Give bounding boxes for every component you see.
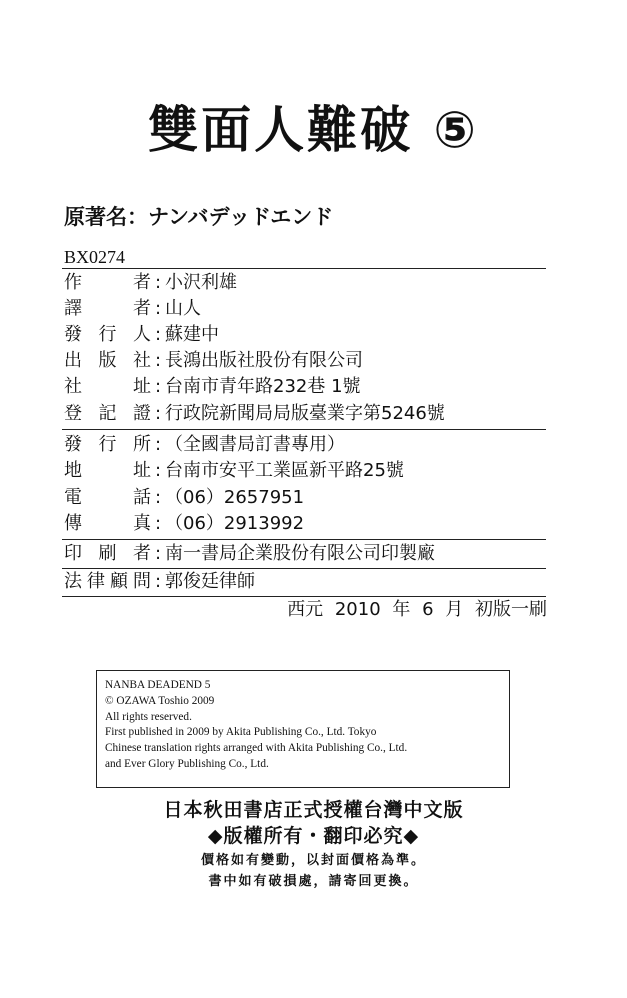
- colon: :: [154, 571, 162, 592]
- copyright-box: [96, 670, 510, 788]
- copyright-line: All rights reserved.: [105, 710, 192, 723]
- credit-row-publisher-person: [64, 322, 219, 348]
- credit-label: 譯者: [64, 298, 151, 319]
- credit-value: 山人: [165, 298, 201, 319]
- credit-label: 地址: [64, 460, 151, 481]
- rights-reserved: ◆版權所有・翻印必究◆: [207, 825, 420, 847]
- credit-row-publisher: [64, 348, 363, 374]
- credit-label: 電話: [64, 487, 151, 508]
- credit-label: 印刷者: [64, 543, 151, 564]
- credit-label: 發行所: [64, 434, 151, 455]
- colon: :: [154, 543, 162, 564]
- credit-row-author: [64, 270, 237, 296]
- colon: :: [154, 298, 162, 319]
- price-note: 價格如有變動，以封面價格為準。: [200, 853, 426, 868]
- colon: :: [154, 324, 162, 345]
- colon: :: [154, 350, 162, 371]
- credit-value: 小沢利雄: [165, 272, 237, 293]
- book-code: BX0274: [64, 247, 126, 267]
- credit-value: （全國書局訂書專用）: [165, 434, 345, 455]
- credit-label: 傳真: [64, 513, 151, 534]
- credit-value: （06）2913992: [165, 513, 305, 534]
- credit-row-printer: [64, 541, 435, 567]
- credit-value: 台南市安平工業區新平路25號: [165, 460, 404, 481]
- credit-value: （06）2657951: [165, 487, 305, 508]
- credit-value: 蘇建中: [165, 324, 219, 345]
- authorization-notice: 日本秋田書店正式授權台灣中文版: [163, 799, 464, 821]
- credit-label: 社址: [64, 376, 151, 397]
- colon: :: [154, 460, 162, 481]
- copyright-line: Chinese translation rights arranged with Akita Publishing Co., Ltd.: [105, 742, 408, 755]
- copyright-line: First published in 2009 by Akita Publishing Co., Ltd. Tokyo: [105, 726, 377, 739]
- credit-label: 登記證: [64, 403, 151, 424]
- colon: :: [154, 272, 162, 293]
- credit-row-address: [64, 374, 361, 400]
- colon: :: [154, 403, 162, 424]
- colon: :: [154, 513, 162, 534]
- credit-row-registration: [64, 401, 445, 427]
- damage-note: 書中如有破損處，請寄回更換。: [208, 874, 419, 889]
- credit-row-fax: [64, 511, 304, 537]
- book-title: 雙面人難破 ⑤: [148, 101, 479, 159]
- credit-row-translator: [64, 296, 201, 322]
- colon: :: [154, 434, 162, 455]
- divider: [62, 429, 546, 430]
- credit-label: 出版社: [64, 350, 151, 371]
- credit-row-distributor-address: [64, 458, 404, 484]
- credit-value: 南一書局企業股份有限公司印製廠: [165, 543, 435, 564]
- credit-label: 作者: [64, 272, 151, 293]
- copyright-line: © OZAWA Toshio 2009: [105, 694, 215, 707]
- divider: [62, 268, 546, 269]
- credit-value: 行政院新聞局局版臺業字第5246號: [165, 403, 445, 424]
- credit-label: 法律顧問: [64, 571, 151, 592]
- copyright-line: and Ever Glory Publishing Co., Ltd.: [105, 757, 269, 770]
- divider: [62, 539, 546, 540]
- credit-row-distributor: [64, 432, 345, 458]
- credit-value: 台南市青年路232巷 1號: [165, 376, 361, 397]
- credit-value: 郭俊廷律師: [165, 571, 255, 592]
- credit-row-legal: [64, 569, 255, 595]
- colon: :: [154, 376, 162, 397]
- credit-value: 長鴻出版社股份有限公司: [165, 350, 363, 371]
- credit-label: 發行人: [64, 324, 151, 345]
- credit-row-phone: [64, 485, 304, 511]
- copyright-line: NANBA DEADEND 5: [105, 679, 211, 691]
- edition-date: 西元 2010 年 6 月 初版一刷: [287, 599, 547, 620]
- colon: :: [154, 487, 162, 508]
- original-title: 原著名：ナンバデッドエンド: [64, 205, 334, 229]
